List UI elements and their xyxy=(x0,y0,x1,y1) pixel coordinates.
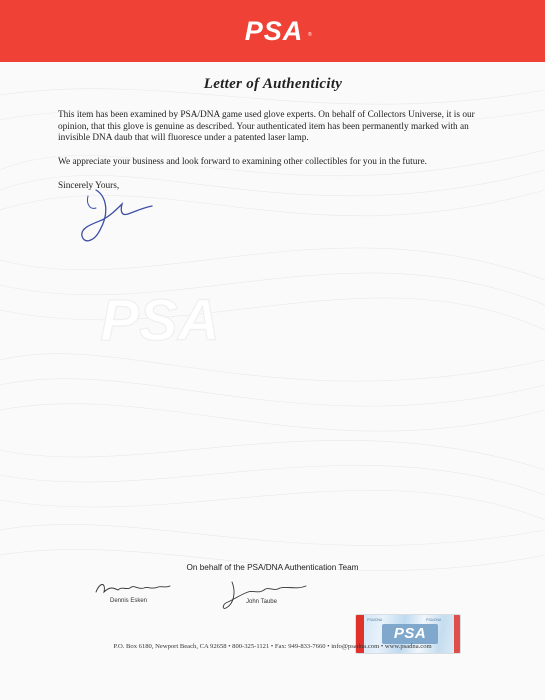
hologram-psa-logo: PSA xyxy=(382,624,438,644)
closing-line: Sincerely Yours, xyxy=(58,181,120,191)
body-paragraph-2: We appreciate your business and look forward to examining other collectibles for you in the future. xyxy=(58,157,427,167)
psa-logo-text: PSA xyxy=(244,16,304,46)
registered-trademark: ® xyxy=(308,32,312,38)
signer-name-right: John Taube xyxy=(246,599,277,605)
john-taube-signature xyxy=(218,578,308,614)
body-paragraph-1: This item has been examined by PSA/DNA game used glove experts. On behalf of Collectors Universe, it is our opinion, that this glove is genuine as described. Your authenticated item has been permanently marked with an invisible DNA daub that will fluoresce under a patented laser lamp. xyxy=(58,110,475,143)
letter-title: Letter of Authenticity xyxy=(203,76,343,92)
psa-logo xyxy=(233,14,315,48)
handwritten-signature xyxy=(66,186,158,248)
psa-watermark xyxy=(70,288,250,352)
psa-watermark-text: PSA xyxy=(100,288,220,352)
authentication-team-line: On behalf of the PSA/DNA Authentication Team xyxy=(186,563,359,572)
footer-contact-line: P.O. Box 6180, Newport Beach, CA 92658 • 800-325-1121 • Fax: 949-833-7660 • info@psadna.com • www.psadna.com xyxy=(113,643,432,650)
dennis-esken-signature xyxy=(92,578,172,598)
header-band xyxy=(0,0,545,62)
signer-name-left: Dennis Esken xyxy=(110,598,148,604)
hologram-tag-left: PSA/DNA xyxy=(367,618,383,622)
hologram-tag-right: PSA/DNA xyxy=(426,618,442,622)
